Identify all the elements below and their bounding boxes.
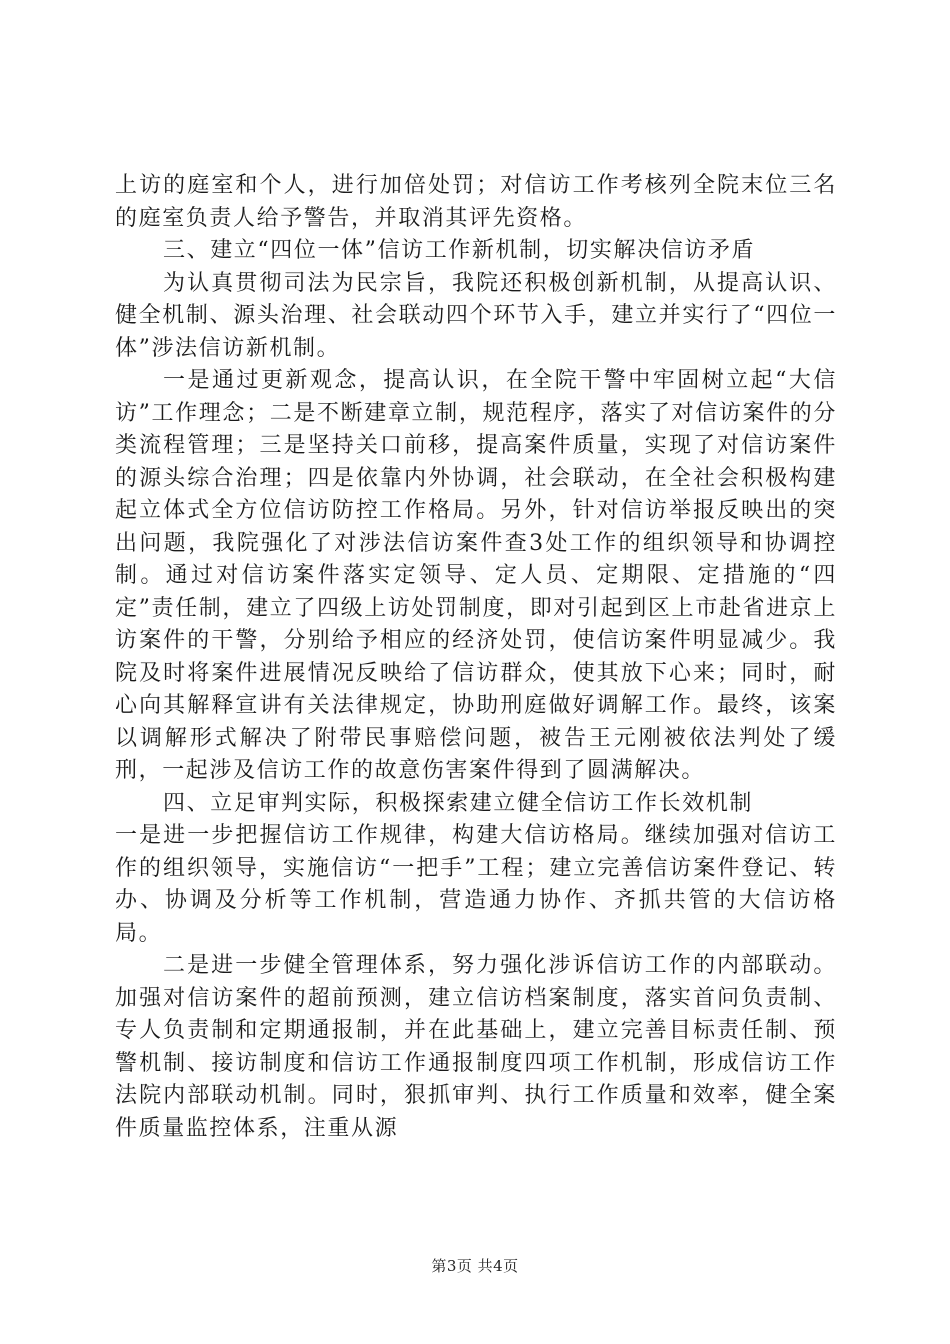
paragraph-intro: 为认真贯彻司法为民宗旨，我院还积极创新机制，从提高认识、健全机制、源头治理、社会联动四个环节入手，建立并实行了“四位一体”涉法信访新机制。 (115, 270, 837, 361)
paragraph-measures: 一是通过更新观念，提高认识，在全院干警中牢固树立起“大信访”工作理念；二是不断建章立制，规范程序，落实了对信访案件的分类流程管理；三是坚持关口前移，提高案件质量，实现了对信访案件的源头综合治理；四是依靠内外协调，社会联动，在全社会积极构建起立体式全方位信访防控工作格局。另外，针对信访举报反映出的突出问题，我院强化了对涉法信访案件查3处工作的组织领导和协调控制。通过对信访案件落实定领导、定人员、定期限、定措施的“四定”责任制，建立了四级上访处罚制度，即对引起到区上市赴省进京上访案件的干警，分别给予相应的经济处罚，使信访案件明显减少。我院及时将案件进展情况反映给了信访群众，使其放下心来；同时，耐心向其解释宣讲有关法律规定，协助刑庭做好调解工作。最终，该案以调解形式解决了附带民事赔偿问题，被告王元刚被依法判处了缓刑，一起涉及信访工作的故意伤害案件得到了圆满解决。 (115, 368, 837, 783)
page-number-footer: 第3页 共4页 (431, 1257, 519, 1275)
paragraph-point-two: 二是进一步健全管理体系，努力强化涉诉信访工作的内部联动。加强对信访案件的超前预测，建立信访档案制度，落实首问负责制、专人负责制和定期通报制，并在此基础上，建立完善目标责任制、预警机制、接访制度和信访工作通报制度四项工作机制，形成信访工作法院内部联动机制。同时，狠抓审判、执行工作质量和效率，健全案件质量监控体系，注重从源 (115, 953, 837, 1141)
document-body (115, 170, 837, 1145)
section-heading-three: 三、建立“四位一体”信访工作新机制，切实解决信访矛盾 (163, 238, 756, 263)
section-heading-four: 四、立足审判实际，积极探索建立健全信访工作长效机制 (163, 790, 754, 816)
paragraph-continuation: 上访的庭室和个人，进行加倍处罚；对信访工作考核列全院末位三名的庭室负责人给予警告，并取消其评先资格。 (115, 173, 837, 231)
paragraph-point-one: 一是进一步把握信访工作规律，构建大信访格局。继续加强对信访工作的组织领导，实施信访“一把手”工程；建立完善信访案件登记、转办、协调及分析等工作机制，营造通力协作、齐抓共管的大信访格局。 (115, 823, 837, 946)
